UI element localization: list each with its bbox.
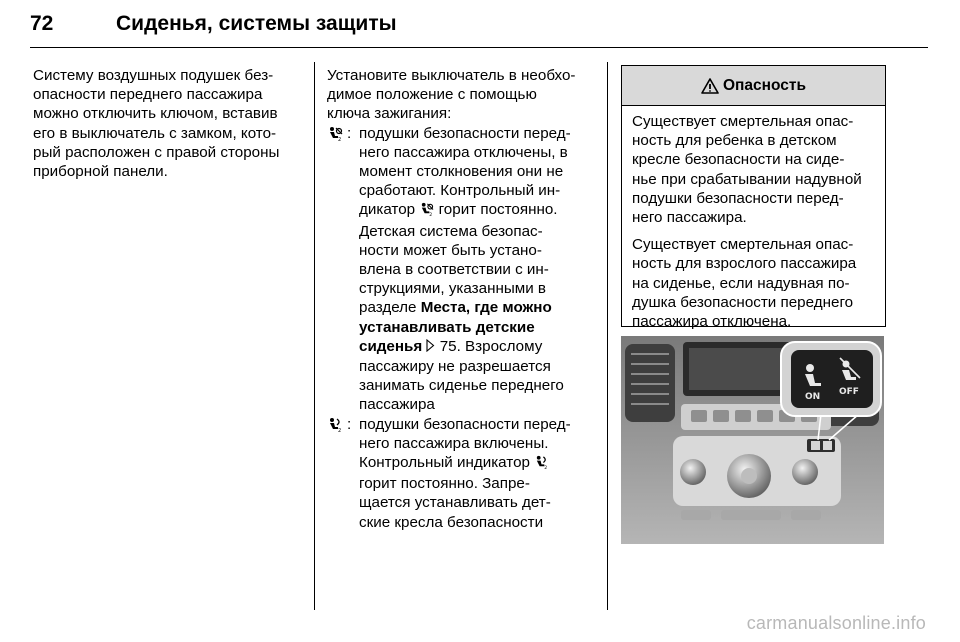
switch-position-list	[327, 124, 599, 532]
warning-body	[622, 106, 885, 331]
intro-paragraph: Систему воздушных подушек без- опасности переднего пассажира можно отключить ключом, вставив его в выключатель с замком, кото- рый расположен с правой стороны приборной панели.	[33, 67, 280, 181]
svg-text:2: 2	[338, 136, 342, 141]
left-column	[33, 66, 305, 181]
airbag-off-icon	[327, 124, 347, 415]
svg-text:2: 2	[338, 427, 342, 432]
airbag-on-indicator-icon	[534, 455, 549, 474]
dashboard-photo	[621, 336, 884, 544]
warning-box	[621, 65, 886, 331]
cross-reference-link[interactable]: Места, где можно	[420, 299, 552, 317]
svg-text:2: 2	[544, 466, 548, 470]
page-reference-arrow-icon	[426, 338, 435, 357]
middle-column	[327, 66, 599, 532]
list-item-airbag-on: 2 : подушки безопасности перед- него пассажира включены. Контрольный индикатор 2 горит постоянно. Запре- щается устанавливать дет- ские кресла безопасности	[327, 415, 599, 532]
page-header	[30, 12, 928, 42]
page-number: 72	[30, 12, 54, 35]
warning-title: Опасность	[722, 76, 807, 94]
airbag-off-indicator-icon	[419, 202, 434, 221]
column-divider-right	[607, 62, 608, 610]
switch-label-off: OFF	[839, 387, 859, 397]
list-item-airbag-off: 2 : подушки безопасности перед- него пассажира отключены, в момент столкновения они не сработают. Контрольный ин- дикатор 2 горит постоянно. Детская система безопас- ности может быть устано- влена в соответствии с ин- струкциями, указанными в разделе Места, где можно устанавливать детские сиденья 75. Взрослому пассажиру не разрешается занимать сиденье переднего пассажира	[327, 124, 599, 415]
dashboard-illustration	[621, 336, 884, 544]
column-divider-left	[314, 62, 315, 610]
watermark: carmanualsonline.info	[746, 613, 926, 633]
chapter-title: Сиденья, системы защиты	[116, 12, 397, 35]
header-rule	[30, 47, 928, 48]
warning-paragraph-child: Существует смертельная опас- ность для ребенка в детском кресле безопасности на сиде- нье при срабатывании надувной подушки безопасности перед- него пассажира.	[632, 113, 862, 227]
svg-text:2: 2	[429, 213, 433, 217]
switch-label-on: ON	[805, 392, 821, 402]
warning-triangle-icon	[701, 78, 719, 94]
airbag-on-icon	[327, 415, 347, 532]
warning-header	[622, 66, 885, 106]
instruction-paragraph: Установите выключатель в необхо- димое положение с помощью ключа зажигания:	[327, 67, 576, 123]
warning-paragraph-adult: Существует смертельная опас- ность для взрослого пассажира на сиденье, если надувная по- душка безопасности переднего пассажира отключена.	[632, 236, 857, 331]
